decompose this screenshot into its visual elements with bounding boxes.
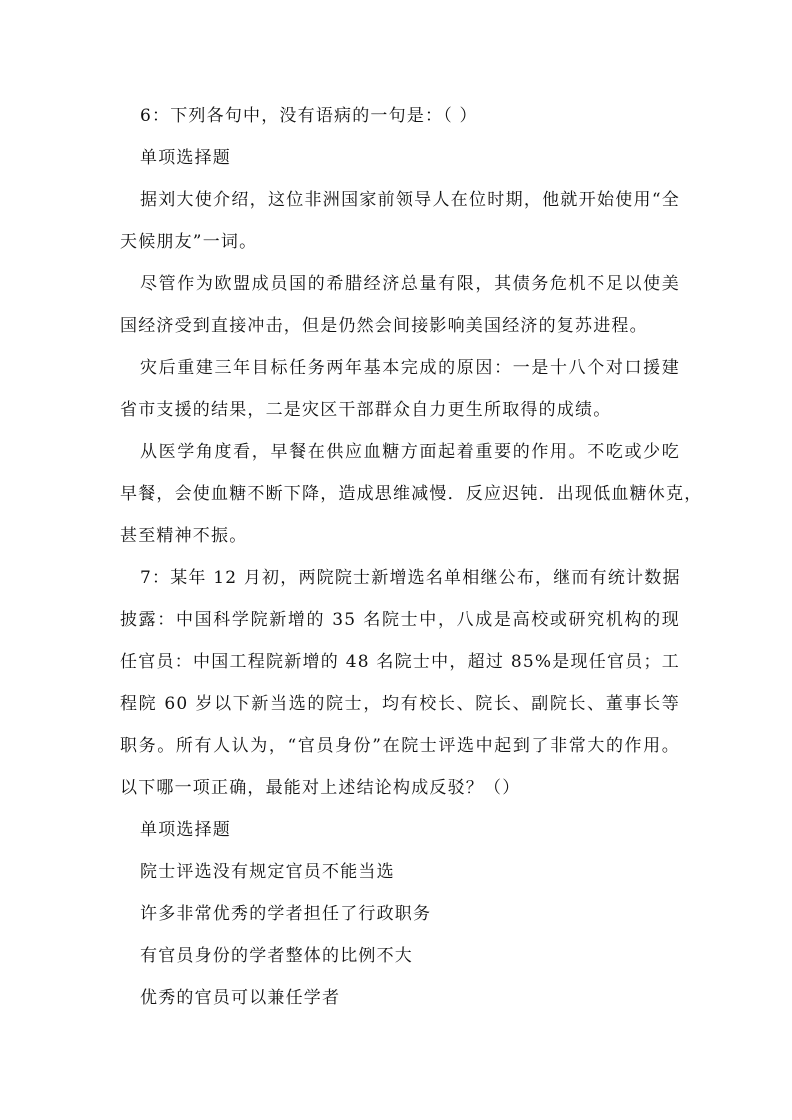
question-7-stem-line-3: 任官员：中国工程院新增的 48 名院士中，超过 85%是现任官员；工 [120,652,680,672]
question-7-type-label: 单项选择题 [140,820,231,840]
question-7-stem-line-1: 7：某年 12 月初，两院院士新增选名单相继公布，继而有统计数据 [140,568,681,588]
question-7-stem-line-5: 职务。所有人认为，“官员身份”在院士评选中起到了非常大的作用。 [120,736,680,756]
question-6-option-a-line-1: 据刘大使介绍，这位非洲国家前领导人在位时期，他就开始使用“全 [140,190,680,210]
question-7-option-c: 有官员身份的学者整体的比例不大 [140,946,413,966]
question-6-option-c-line-1: 灾后重建三年目标任务两年基本完成的原因：一是十八个对口援建 [140,358,680,378]
question-6-option-d-line-1: 从医学角度看，早餐在供应血糖方面起着重要的作用。不吃或少吃 [140,442,680,462]
question-7-stem-line-6: 以下哪一项正确，最能对上述结论构成反驳？（） [120,778,521,798]
question-6-type-label: 单项选择题 [140,148,231,168]
question-6-option-c-line-2: 省市支援的结果，二是灾区干部群众自力更生所取得的成绩。 [120,400,612,420]
question-7-option-b: 许多非常优秀的学者担任了行政职务 [140,904,432,924]
question-6-option-a-line-2: 天候朋友”一词。 [120,232,258,252]
question-7-option-d: 优秀的官员可以兼任学者 [140,988,341,1008]
question-6-option-d-line-2: 早餐，会使血糖不断下降，造成思维减慢．反应迟钝．出现低血糖休克， [120,484,703,504]
question-6-stem: 6：下列各句中，没有语病的一句是：（ ） [140,106,478,126]
question-6-option-d-line-3: 甚至精神不振。 [120,526,248,546]
question-7-stem-line-4: 程院 60 岁以下新当选的院士，均有校长、院长、副院长、董事长等 [120,694,680,714]
question-7-stem-line-2: 披露：中国科学院新增的 35 名院士中，八成是高校或研究机构的现 [120,610,680,630]
question-7-option-a: 院士评选没有规定官员不能当选 [140,862,395,882]
question-6-option-b-line-1: 尽管作为欧盟成员国的希腊经济总量有限，其债务危机不足以使美 [140,274,680,294]
question-6-option-b-line-2: 国经济受到直接冲击，但是仍然会间接影响美国经济的复苏进程。 [120,316,648,336]
